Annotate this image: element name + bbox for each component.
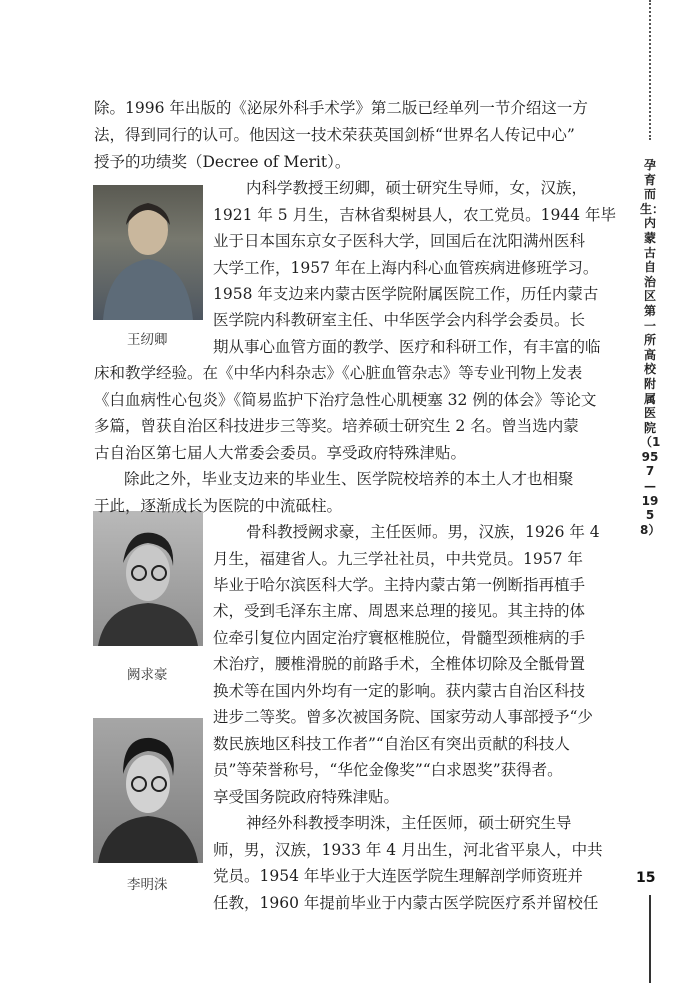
body-line: 师，男，汉族，1933 年 4 月出生，河北省平泉人，中共 bbox=[213, 841, 603, 859]
portrait-photo-wang bbox=[93, 185, 203, 320]
body-line: 位牵引复位内固定治疗寰枢椎脱位，骨髓型颈椎病的手 bbox=[213, 629, 586, 647]
body-line: 除此之外，毕业支边来的毕业生、医学院校培养的本土人才也相聚 bbox=[124, 470, 574, 488]
photo-caption-li: 李明洙 bbox=[127, 877, 168, 893]
body-line: 于此，逐渐成长为医院的中流砥柱。 bbox=[94, 497, 343, 515]
body-line: 除。1996 年出版的《泌尿外科手术学》第二版已经单列一节介绍这一方 bbox=[94, 99, 588, 117]
body-line: 古自治区第七届人大常委会委员。享受政府特殊津贴。 bbox=[94, 444, 467, 462]
body-line: 法，得到同行的认可。他因这一技术荣获英国剑桥“世界名人传记中心” bbox=[94, 126, 575, 144]
body-line: 神经外科教授李明洙，主任医师，硕士研究生导 bbox=[246, 814, 572, 832]
page-number: 15 bbox=[636, 870, 656, 886]
body-line: 进步二等奖。曾多次被国务院、国家劳动人事部授予“少 bbox=[213, 708, 593, 726]
body-line: 员”等荣誉称号，“华佗金像奖”“白求恩奖”获得者。 bbox=[213, 761, 563, 779]
body-line: 毕业于哈尔滨医科大学。主持内蒙古第一例断指再植手 bbox=[213, 576, 586, 594]
body-line: 数民族地区科技工作者”“自治区有突出贡献的科技人 bbox=[213, 735, 570, 753]
body-line: 业于日本国东京女子医科大学，回国后在沈阳满州医科 bbox=[213, 232, 586, 250]
body-line: 内科学教授王纫卿，硕士研究生导师，女，汉族， bbox=[246, 179, 588, 197]
sidebar-bottom-rule bbox=[649, 895, 651, 983]
sidebar-dotted-rule bbox=[649, 0, 651, 140]
body-line: 党员。1954 年毕业于大连医学院生理解剖学师资班并 bbox=[213, 867, 583, 885]
body-line: 换术等在国内外均有一定的影响。获内蒙古自治区科技 bbox=[213, 682, 586, 700]
body-line: 《白血病性心包炎》《简易监护下治疗急性心肌梗塞 32 例的体会》等论文 bbox=[94, 391, 597, 409]
portrait-figure-icon bbox=[93, 718, 203, 863]
body-line: 期从事心血管方面的教学、医疗和科研工作，有丰富的临 bbox=[213, 338, 601, 356]
photo-caption-que: 阙求豪 bbox=[127, 667, 168, 683]
body-line: 1958 年支边来内蒙古医学院附属医院工作，历任内蒙古 bbox=[213, 285, 599, 303]
body-line: 大学工作，1957 年在上海内科心血管疾病进修班学习。 bbox=[213, 259, 599, 277]
body-line: 月生，福建省人。九三学社社员，中共党员。1957 年 bbox=[213, 550, 583, 568]
body-line: 医学院内科教研室主任、中华医学会内科学会委员。长 bbox=[213, 311, 586, 329]
body-line: 骨科教授阙求豪，主任医师。男，汉族，1926 年 4 bbox=[246, 523, 600, 541]
body-line: 术，受到毛泽东主席、周恩来总理的接见。其主持的体 bbox=[213, 602, 586, 620]
portrait-photo-que bbox=[93, 511, 203, 646]
body-line: 术治疗，腰椎滑脱的前路手术，全椎体切除及全骶骨置 bbox=[213, 655, 586, 673]
portrait-photo-li bbox=[93, 718, 203, 863]
body-line: 享受国务院政府特殊津贴。 bbox=[213, 788, 400, 806]
running-title: 孕育而生：内蒙古自治区第一所高校附属医院（1957—1958） bbox=[640, 158, 665, 537]
body-line: 任教，1960 年提前毕业于内蒙古医学院医疗系并留校任 bbox=[213, 894, 599, 912]
body-line: 床和教学经验。在《中华内科杂志》《心脏血管杂志》等专业刊物上发表 bbox=[94, 364, 583, 382]
body-line: 1921 年 5 月生，吉林省梨树县人，农工党员。1944 年毕 bbox=[213, 206, 616, 224]
portrait-figure-icon bbox=[93, 511, 203, 646]
photo-caption-wang: 王纫卿 bbox=[127, 332, 168, 348]
body-line: 授予的功绩奖（Decree of Merit）。 bbox=[94, 153, 351, 171]
body-line: 多篇，曾获自治区科技进步三等奖。培养硕士研究生 2 名。曾当选内蒙 bbox=[94, 417, 579, 435]
portrait-figure-icon bbox=[93, 185, 203, 320]
